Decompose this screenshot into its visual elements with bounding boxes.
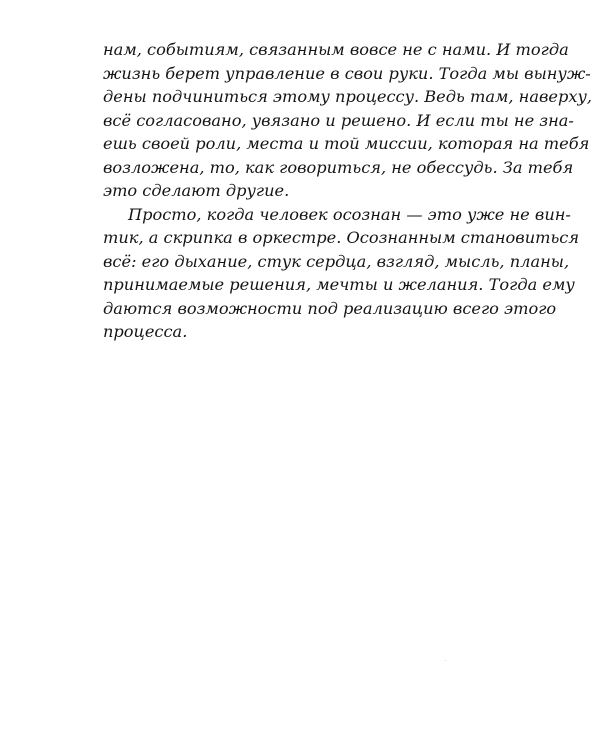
text-line: принимаемые решения, мечты и желания. Тогда ему <box>103 275 575 294</box>
text-line: возложена, то, как говориться, не обессудь. За тебя <box>103 157 574 177</box>
paragraph-1 <box>103 38 593 203</box>
text-line: тик, а скрипка в оркестре. Осознанным становиться <box>103 228 580 247</box>
page-speck <box>445 660 446 661</box>
text-line: процесса. <box>103 322 188 341</box>
text-line: всё: его дыхание, стук сердца, взгляд, мысль, планы, <box>103 251 570 271</box>
text-line: дены подчиниться этому процессу. Ведь там, наверху, <box>103 87 593 106</box>
text-line: Просто, когда человек осознан — это уже не вин- <box>128 204 571 224</box>
text-line: всё согласовано, увязано и решено. И если ты не зна- <box>103 110 574 130</box>
text-line: ешь своей роли, места и той миссии, которая на тебя <box>103 134 590 153</box>
text-line: это сделают другие. <box>103 181 290 200</box>
text-line: жизнь берет управление в свои руки. Тогда мы вынуж- <box>103 63 591 83</box>
text-line: нам, событиям, связанным вовсе не с нами. И тогда <box>103 40 569 59</box>
body-text <box>103 38 593 344</box>
text-line: даются возможности под реализацию всего этого <box>103 298 557 318</box>
paragraph-2 <box>103 203 580 344</box>
